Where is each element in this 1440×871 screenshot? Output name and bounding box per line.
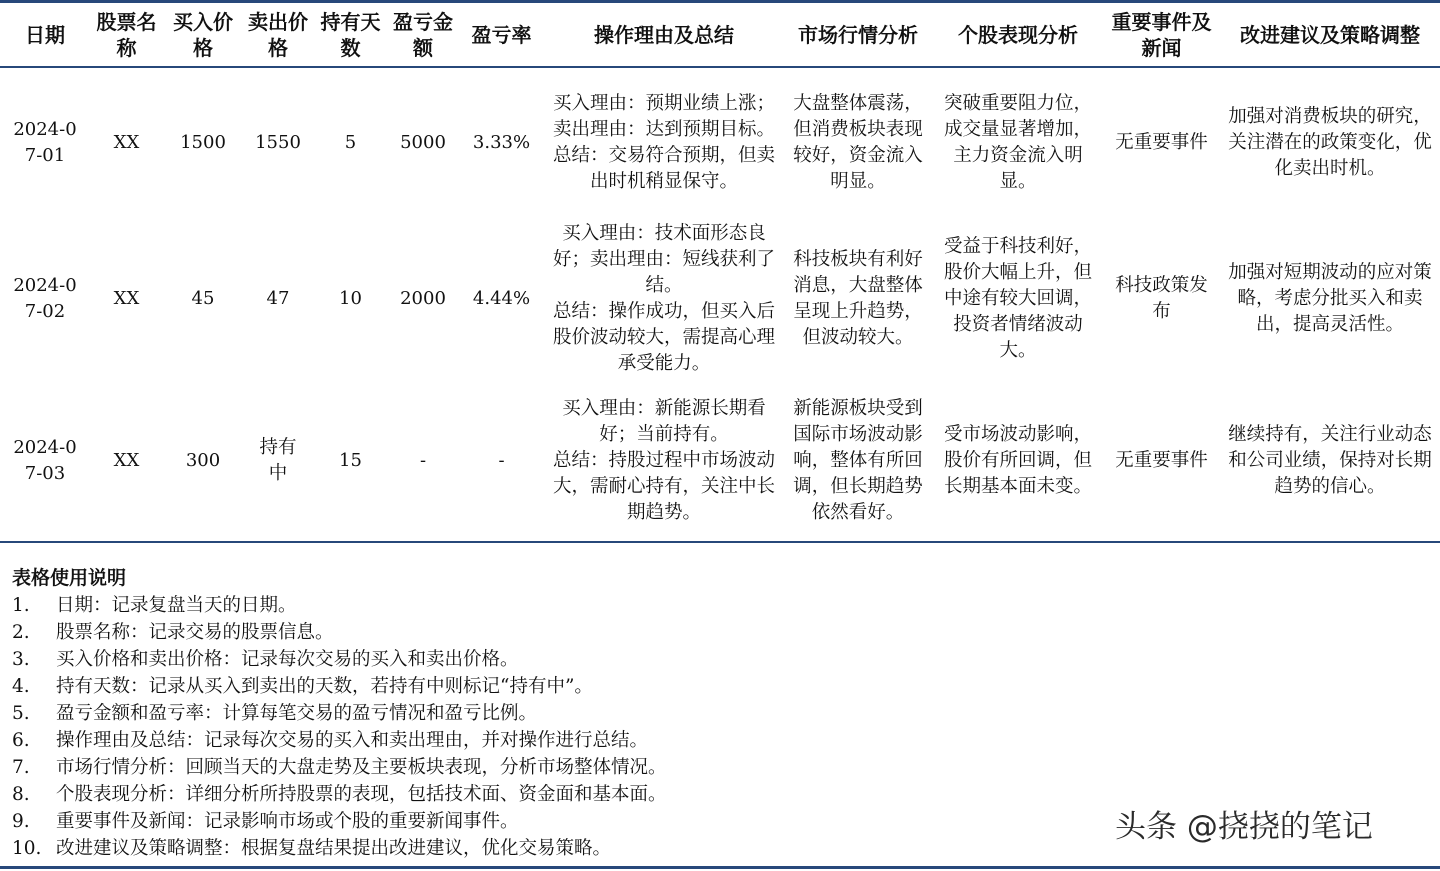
cell-sell-price: 1550 [255, 131, 301, 153]
cell-stock-perf: 受市场波动影响，股价有所回调，但长期基本面未变。 [933, 381, 1103, 542]
usage-notes [12, 565, 1012, 862]
cell-market: 科技板块有利好消息，大盘整体呈现上升趋势，但波动较大。 [793, 249, 923, 348]
header-news: 重要事件及新闻 [1103, 3, 1220, 67]
cell-date: 2024-07-01 [13, 118, 77, 166]
cell-reason [545, 217, 783, 381]
watermark-text: 头条 @挠挠的笔记 [1115, 809, 1373, 845]
cell-stock: XX [113, 288, 140, 309]
list-item [12, 673, 1012, 700]
cell-date: 2024-07-02 [13, 275, 77, 322]
cell-pnl-amount: 5000 [400, 131, 446, 153]
note-text: 持有天数：记录从买入到卖出的天数，若持有中则标记“持有中”。 [56, 676, 593, 697]
list-item [12, 808, 1012, 835]
summary-text: 总结：交易符合预期，但卖出时机稍显保守。 [553, 144, 776, 192]
list-item [12, 619, 1012, 646]
cell-advice: 加强对短期波动的应对策略，考虑分批买入和卖出，提高灵活性。 [1228, 262, 1432, 335]
note-text: 改进建议及策略调整：根据复盘结果提出改进建议，优化交易策略。 [56, 838, 612, 859]
cell-news: 科技政策发布 [1115, 275, 1208, 322]
cell-pnl-rate: 3.33% [472, 131, 531, 153]
note-text: 日期：记录复盘当天的日期。 [56, 595, 297, 616]
note-text: 个股表现分析：详细分析所持股票的表现，包括技术面、资金面和基本面。 [56, 784, 667, 805]
reason-text: 买入理由：新能源长期看好；当前持有。 [562, 398, 766, 445]
note-text: 买入价格和卖出价格：记录每次交易的买入和卖出价格。 [56, 649, 519, 670]
cell-stock: XX [90, 381, 163, 542]
cell-sell-price: 47 [266, 288, 290, 309]
cell-pnl-amount: 2000 [400, 288, 446, 309]
cell-sell-price: 持有中 [243, 381, 313, 542]
note-number: 7. [12, 757, 30, 778]
cell-market: 新能源板块受到国际市场波动影响，整体有所回调，但长期趋势依然看好。 [783, 381, 933, 542]
header-pnl-amount: 盈亏金额 [388, 3, 458, 67]
header-reason: 操作理由及总结 [545, 3, 783, 67]
list-item [12, 781, 1012, 808]
header-date: 日期 [0, 3, 90, 67]
note-number: 3. [12, 649, 30, 670]
header-pnl-rate: 盈亏率 [458, 3, 545, 67]
cell-stock-perf: 突破重要阻力位，成交量显著增加，主力资金流入明显。 [943, 92, 1092, 192]
note-number: 9. [12, 811, 30, 832]
summary-text: 总结：操作成功，但买入后股价波动较大，需提高心理承受能力。 [553, 301, 776, 374]
header-stock: 股票名称 [90, 3, 163, 67]
cell-holding-days: 15 [313, 381, 388, 542]
note-text: 市场行情分析：回顾当天的大盘走势及主要板块表现，分析市场整体情况。 [56, 757, 667, 778]
cell-stock: XX [113, 131, 140, 153]
cell-buy-price: 300 [163, 381, 243, 542]
notes-title: 表格使用说明 [12, 567, 127, 589]
note-number: 6. [12, 730, 30, 751]
cell-pnl-rate: 4.44% [472, 288, 531, 309]
cell-date: 2024-07-03 [0, 381, 90, 542]
header-buy-price: 买入价格 [163, 3, 243, 67]
reason-text: 买入理由：预期业绩上涨；卖出理由：达到预期目标。 [553, 92, 776, 140]
list-item [12, 727, 1012, 754]
list-item [12, 700, 1012, 727]
header-sell-price: 卖出价格 [243, 3, 313, 67]
cell-reason [545, 67, 783, 217]
note-text: 股票名称：记录交易的股票信息。 [56, 622, 334, 643]
cell-holding-days: 10 [339, 288, 362, 309]
cell-advice: 继续持有，关注行业动态和公司业绩，保持对长期趋势的信心。 [1220, 381, 1440, 542]
header-market: 市场行情分析 [783, 3, 933, 67]
header-advice: 改进建议及策略调整 [1220, 3, 1440, 67]
reason-text: 买入理由：技术面形态良好；卖出理由：短线获利了结。 [553, 223, 776, 296]
trade-review-table [0, 3, 1440, 543]
cell-stock-perf: 受益于科技利好，股价大幅上升，但中途有较大回调，投资者情绪波动大。 [943, 236, 1092, 361]
cell-news: 无重要事件 [1115, 131, 1208, 153]
note-number: 2. [12, 622, 30, 643]
note-number: 5. [12, 703, 30, 724]
note-number: 10. [12, 838, 42, 859]
note-text: 重要事件及新闻：记录影响市场或个股的重要新闻事件。 [56, 811, 519, 832]
summary-text: 总结：持股过程中市场波动大，需耐心持有，关注中长期趋势。 [553, 450, 776, 523]
table-row [0, 217, 1440, 381]
list-item [12, 835, 1012, 862]
note-text: 操作理由及总结：记录每次交易的买入和卖出理由，并对操作进行总结。 [56, 730, 649, 751]
note-text: 盈亏金额和盈亏率：计算每笔交易的盈亏情况和盈亏比例。 [56, 703, 538, 724]
list-item [12, 592, 1012, 619]
cell-market: 大盘整体震荡，但消费板块表现较好，资金流入明显。 [793, 92, 923, 192]
cell-news: 无重要事件 [1103, 381, 1220, 542]
cell-pnl-amount: - [388, 381, 458, 542]
header-holding-days: 持有天数 [313, 3, 388, 67]
bottom-rule [0, 866, 1440, 869]
list-item [12, 646, 1012, 673]
cell-holding-days: 5 [344, 131, 357, 153]
table-row [0, 381, 1440, 542]
cell-buy-price: 1500 [180, 131, 226, 153]
note-number: 8. [12, 784, 30, 805]
cell-advice: 加强对消费板块的研究，关注潜在的政策变化，优化卖出时机。 [1228, 105, 1432, 179]
header-stock-perf: 个股表现分析 [933, 3, 1103, 67]
note-number: 4. [12, 676, 30, 697]
table-row [0, 67, 1440, 217]
header-row [0, 3, 1440, 67]
cell-reason [545, 381, 783, 542]
cell-pnl-rate: - [458, 381, 545, 542]
cell-buy-price: 45 [191, 288, 215, 309]
list-item [12, 754, 1012, 781]
note-number: 1. [12, 595, 30, 616]
